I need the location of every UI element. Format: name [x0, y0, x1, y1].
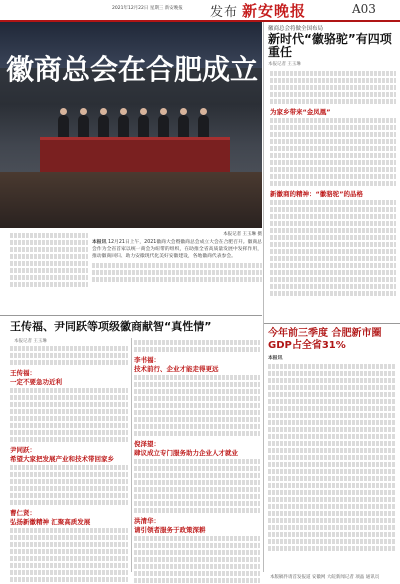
- text-line: [270, 214, 396, 219]
- text-line: [270, 167, 396, 172]
- text-line: [270, 200, 396, 205]
- text-line: [270, 242, 396, 247]
- text-line: [134, 459, 260, 464]
- text-line: [10, 282, 88, 287]
- text-line: [10, 353, 128, 358]
- text-line: [268, 434, 396, 439]
- text-line: [10, 247, 88, 252]
- text-line: [270, 118, 396, 123]
- text-line: [270, 174, 396, 179]
- left-sub-1-name: 王传福：: [10, 369, 36, 377]
- text-line: [10, 388, 128, 393]
- text-line: [92, 270, 262, 275]
- text-line: [268, 399, 396, 404]
- text-line: [134, 382, 260, 387]
- text-line: [270, 181, 396, 186]
- text-line: [10, 563, 128, 568]
- lead-paragraph: [92, 239, 262, 261]
- text-line: [134, 543, 260, 548]
- left-sub-3-text: 弘扬新徽精神 汇聚高质发展: [10, 518, 91, 526]
- attendee-head: [80, 108, 87, 115]
- subhead-1: 为家乡带来“金凤凰”: [270, 108, 331, 116]
- text-line: [10, 423, 128, 428]
- text-line: [270, 221, 396, 226]
- text-line: [10, 402, 128, 407]
- text-line: [134, 487, 260, 492]
- attendee-head: [140, 108, 147, 115]
- mid-sub-1: [134, 355, 260, 373]
- attendee: [78, 115, 89, 137]
- right-bottom-title: 今年前三季度 合肥新市圈GDP占全省31%: [268, 328, 382, 351]
- text-line: [268, 441, 396, 446]
- page-footer: [0, 574, 400, 584]
- left-story-byline: 本报记者 王玉琳: [14, 339, 47, 344]
- text-line: [10, 500, 128, 505]
- attendee-head: [200, 108, 207, 115]
- text-line: [270, 125, 396, 130]
- text-line: [134, 340, 260, 345]
- mid-sub-1-text: 技术前行、企业才能走得更远: [134, 365, 219, 373]
- right-bottom-story: [268, 328, 396, 553]
- text-line: [270, 146, 396, 151]
- text-line: [268, 364, 396, 369]
- mid-sub-2: [134, 439, 260, 457]
- text-line: [134, 480, 260, 485]
- lead-story: [92, 231, 262, 284]
- text-line: [10, 261, 88, 266]
- text-line: [270, 235, 396, 240]
- text-line: [10, 472, 128, 477]
- text-line: [268, 511, 396, 516]
- text-line: [270, 132, 396, 137]
- column-rule: [263, 22, 264, 572]
- text-line: [268, 378, 396, 383]
- text-line: [270, 228, 396, 233]
- attendee: [138, 115, 149, 137]
- mid-sub-3-name: 洪清华：: [134, 517, 160, 525]
- attendee-head: [120, 108, 127, 115]
- text-line: [10, 437, 128, 442]
- stage-podium: [40, 137, 230, 175]
- left-sub-2-name: 尹同跃：: [10, 446, 36, 454]
- story-byline: 本报记者 王玉琳: [268, 62, 301, 67]
- story-kicker: 徽商总会将做全国布局: [268, 26, 324, 32]
- text-line: [134, 557, 260, 562]
- text-line: [10, 268, 88, 273]
- main-headline: 徽商总会在合肥成立: [6, 53, 259, 86]
- left-sub-3-name: 曹仁贤：: [10, 509, 36, 517]
- attendee-head: [180, 108, 187, 115]
- lead-left-column: [10, 231, 88, 289]
- lead-byline: 本报讯: [92, 240, 107, 245]
- text-line: [134, 347, 260, 352]
- middle-story-column: [134, 338, 260, 584]
- footer-text: 本版稿件请首发报道 安徽网 大皖新闻记者 项晶 通讯员: [270, 575, 380, 580]
- text-line: [134, 389, 260, 394]
- text-line: [268, 392, 396, 397]
- text-line: [268, 469, 396, 474]
- text-line: [268, 525, 396, 530]
- newspaper-logo: 新安晚报: [242, 2, 307, 20]
- left-story-column: [10, 338, 128, 584]
- masthead-date: 2021年12月22日 星期三 新安晚报: [112, 6, 183, 11]
- page-number: A03: [352, 2, 376, 16]
- text-line: [134, 424, 260, 429]
- text-line: [268, 420, 396, 425]
- text-line: [10, 465, 128, 470]
- text-line: [268, 518, 396, 523]
- text-line: [268, 476, 396, 481]
- text-line: [10, 416, 128, 421]
- section-rule: [264, 323, 400, 324]
- text-line: [268, 462, 396, 467]
- section-rule: [0, 315, 262, 316]
- text-line: [134, 410, 260, 415]
- text-line: [10, 542, 128, 547]
- text-line: [270, 284, 396, 289]
- text-line: [268, 490, 396, 495]
- text-line: [268, 546, 396, 551]
- text-line: [10, 395, 128, 400]
- text-line: [268, 483, 396, 488]
- text-line: [270, 207, 396, 212]
- text-line: [10, 254, 88, 259]
- masthead: [0, 0, 400, 22]
- text-line: [134, 536, 260, 541]
- text-line: [268, 448, 396, 453]
- text-line: [270, 277, 396, 282]
- text-line: [268, 497, 396, 502]
- mid-sub-3: [134, 516, 260, 534]
- attendee: [198, 115, 209, 137]
- text-line: [270, 92, 396, 97]
- text-line: [134, 417, 260, 422]
- left-sub-2-text: 希望大家把发展产业和技术带回家乡: [10, 455, 114, 463]
- text-line: [10, 430, 128, 435]
- attendee: [158, 115, 169, 137]
- text-line: [10, 275, 88, 280]
- attendee: [178, 115, 189, 137]
- text-line: [268, 371, 396, 376]
- text-line: [270, 256, 396, 261]
- left-sub-1-text: 一定不要急功近利: [10, 378, 62, 386]
- text-line: [268, 455, 396, 460]
- text-line: [270, 249, 396, 254]
- text-line: [270, 263, 396, 268]
- text-line: [134, 564, 260, 569]
- text-line: [10, 240, 88, 245]
- mid-sub-2-text: 肆议成立专门服务助力企业人才就业: [134, 449, 238, 457]
- attendee: [98, 115, 109, 137]
- text-line: [268, 385, 396, 390]
- text-line: [134, 403, 260, 408]
- text-line: [134, 396, 260, 401]
- text-line: [10, 486, 128, 491]
- lead-text: 12月21日上午，2021徽商大会暨徽商总会成立大会在合肥召开。徽商总会作为全省首家以统一商会为纽带的组织，在助推全省高质量发展中发挥作用，推动徽商回归、助力安徽现代化美好安徽建设，各地徽商代表参会。: [92, 240, 262, 260]
- text-line: [134, 375, 260, 380]
- text-line: [10, 528, 128, 533]
- text-line: [10, 535, 128, 540]
- text-line: [134, 466, 260, 471]
- text-line: [10, 556, 128, 561]
- attendee: [58, 115, 69, 137]
- left-sub-1: [10, 368, 128, 386]
- text-line: [134, 501, 260, 506]
- section-name: 发布: [210, 5, 239, 20]
- text-line: [92, 277, 262, 282]
- text-line: [268, 504, 396, 509]
- attendee: [118, 115, 129, 137]
- attendee-head: [160, 108, 167, 115]
- text-line: [270, 78, 396, 83]
- text-line: [270, 139, 396, 144]
- hero-photo: [0, 22, 262, 228]
- right-top-story: [264, 22, 400, 298]
- mid-sub-1-name: 李书福：: [134, 356, 160, 364]
- left-sub-3: [10, 508, 128, 526]
- text-line: [268, 427, 396, 432]
- text-line: [134, 473, 260, 478]
- story-title: 新时代“徽骆驼”有四项重任: [268, 32, 392, 59]
- text-line: [10, 233, 88, 238]
- text-line: [10, 346, 128, 351]
- text-line: [268, 413, 396, 418]
- text-line: [270, 85, 396, 90]
- text-line: [268, 406, 396, 411]
- left-story: [10, 320, 260, 333]
- text-line: [10, 493, 128, 498]
- text-line: [270, 153, 396, 158]
- text-line: [10, 409, 128, 414]
- text-line: [10, 549, 128, 554]
- right-bottom-byline: 本报讯: [268, 356, 283, 361]
- text-line: [270, 291, 396, 296]
- text-line: [134, 494, 260, 499]
- stage-floor: [0, 172, 262, 228]
- attendee-head: [100, 108, 107, 115]
- text-line: [10, 360, 128, 365]
- text-line: [270, 71, 396, 76]
- text-line: [10, 479, 128, 484]
- column-rule: [131, 338, 132, 572]
- mid-sub-2-name: 倪泽望：: [134, 440, 160, 448]
- right-bottom-lead: [268, 355, 396, 362]
- text-line: [134, 550, 260, 555]
- text-line: [134, 508, 260, 513]
- mid-sub-3-text: 请引领者服务于政策深耕: [134, 526, 206, 534]
- subhead-2: 新徽商的精神：“徽骆驼”的品格: [270, 190, 364, 198]
- text-line: [268, 539, 396, 544]
- left-story-title: 王传福、尹同跃等项级徽商献智“真性情”: [10, 320, 212, 333]
- text-line: [270, 160, 396, 165]
- left-sub-2: [10, 445, 128, 463]
- text-line: [270, 99, 396, 104]
- text-line: [92, 263, 262, 268]
- text-line: [134, 431, 260, 436]
- text-line: [268, 532, 396, 537]
- attendee-head: [60, 108, 67, 115]
- photo-caption: 本报记者 王玉琳 摄: [223, 232, 262, 237]
- text-line: [270, 270, 396, 275]
